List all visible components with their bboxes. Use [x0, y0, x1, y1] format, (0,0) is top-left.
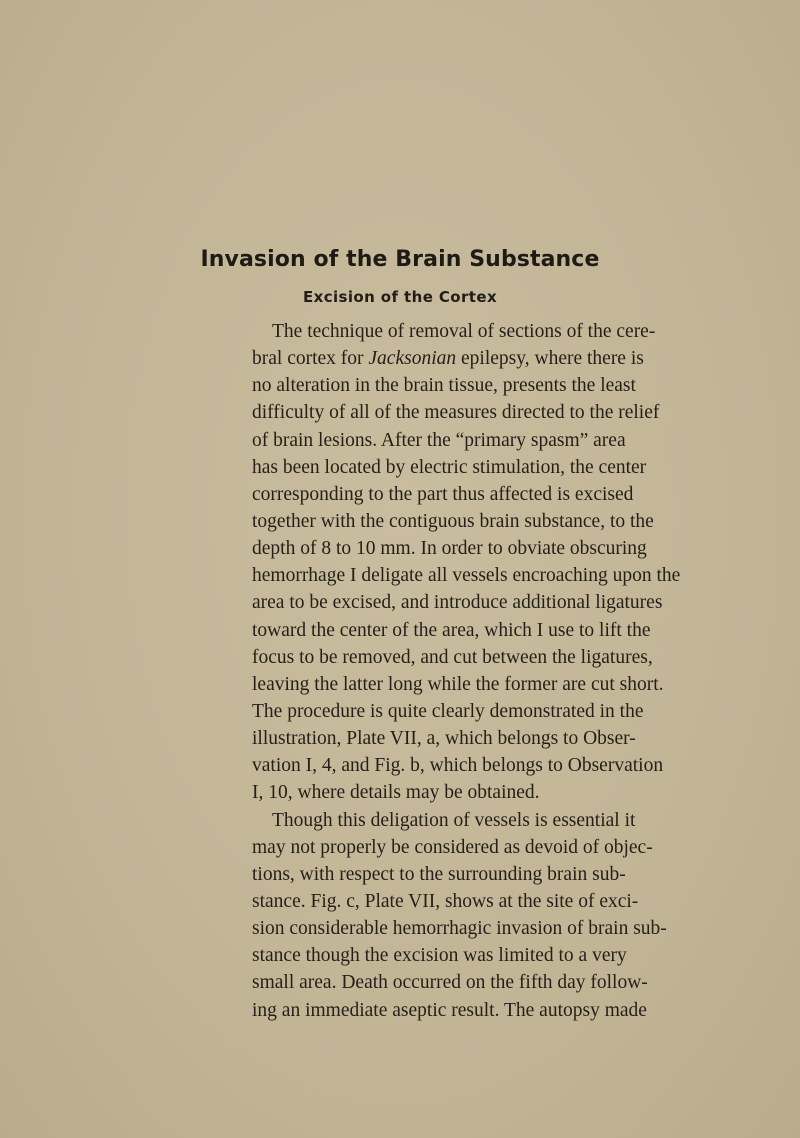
text-line: corresponding to the part thus affected is excised	[252, 483, 634, 505]
text-line	[252, 345, 644, 372]
text-line: leaving the latter long while the former are cut short.	[252, 673, 664, 695]
text-line: illustration, Plate VII, a, which belongs to Obser-	[252, 728, 636, 750]
text-line: depth of 8 to 10 mm. In order to obviate obscuring	[252, 538, 647, 560]
italic-word: Jacksonian	[368, 348, 457, 370]
text-line: stance though the excision was limited to a very	[252, 945, 627, 967]
text-fragment: bral cortex for	[252, 348, 369, 370]
text-line: no alteration in the brain tissue, presents the least	[252, 375, 636, 397]
text-line: may not properly be considered as devoid of objec-	[252, 836, 653, 858]
text-line: of brain lesions. After the “primary spasm” area	[252, 429, 626, 451]
text-line: has been located by electric stimulation, the center	[252, 456, 647, 478]
text-line: difficulty of all of the measures directed to the relief	[252, 402, 660, 424]
text-line: vation I, 4, and Fig. b, which belongs to Observation	[252, 755, 664, 777]
text-line: focus to be removed, and cut between the ligatures,	[252, 646, 653, 668]
text-line: The technique of removal of sections of the cere-	[272, 321, 656, 342]
text-line: I, 10, where details may be obtained.	[252, 782, 540, 804]
text-line: The procedure is quite clearly demonstrated in the	[252, 700, 644, 722]
section-subheading: Excision of the Cortex	[302, 288, 498, 306]
text-line: small area. Death occurred on the fifth day follow-	[252, 972, 648, 994]
page-heading: Invasion of the Brain Substance	[200, 247, 600, 272]
text-line: hemorrhage I deligate all vessels encroaching upon the	[252, 565, 681, 587]
text-line: toward the center of the area, which I use to lift the	[252, 619, 651, 641]
text-line: sion considerable hemorrhagic invasion of brain sub-	[252, 918, 667, 940]
text-line: ing an immediate aseptic result. The autopsy made	[252, 999, 647, 1021]
text-fragment: epilepsy, where there is	[456, 348, 644, 370]
text-line: area to be excised, and introduce additional ligatures	[252, 592, 663, 614]
text-line: Though this deligation of vessels is essential it	[272, 809, 636, 831]
body-text	[252, 318, 681, 1024]
text-line: together with the contiguous brain substance, to the	[252, 510, 654, 532]
text-line: stance. Fig. c, Plate VII, shows at the site of exci-	[252, 890, 639, 912]
text-line: tions, with respect to the surrounding brain sub-	[252, 863, 626, 885]
